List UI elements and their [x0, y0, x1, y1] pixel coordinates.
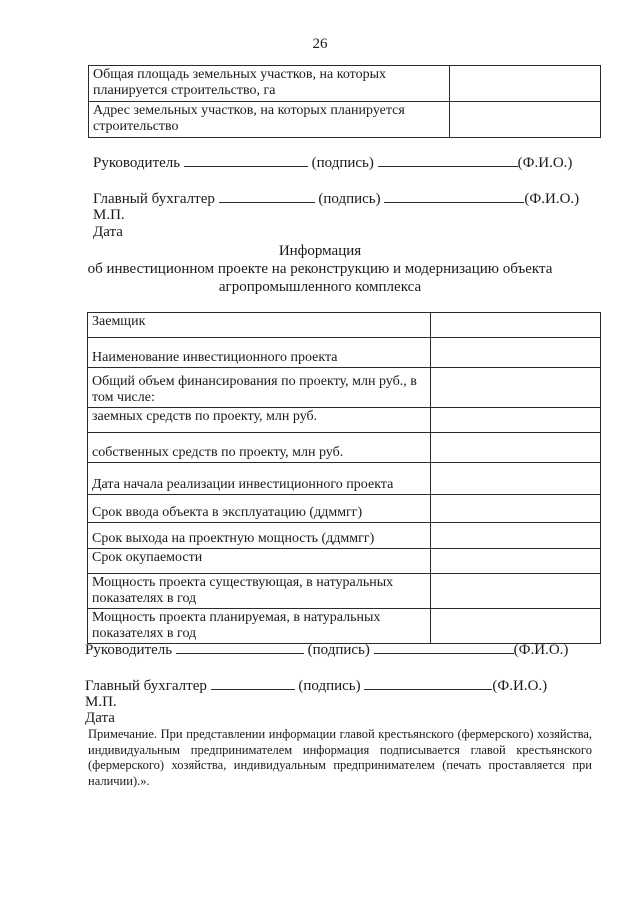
table-row: [88, 495, 601, 523]
table-row: [88, 574, 601, 609]
fio-label: (Ф.И.О.): [513, 642, 569, 658]
value-cell[interactable]: [431, 408, 601, 433]
table-row: [89, 102, 601, 138]
table-row: [88, 523, 601, 549]
table-row: [88, 609, 601, 644]
head-label: Руководитель: [85, 642, 173, 658]
row-label: Срок окупаемости: [88, 549, 431, 574]
value-cell[interactable]: [431, 574, 601, 609]
head-label: Руководитель: [93, 155, 181, 171]
value-cell[interactable]: [431, 609, 601, 644]
row-label: Дата начала реализации инвестиционного проекта: [88, 463, 431, 495]
head-signature-line: [85, 641, 568, 659]
stamp-label: М.П.: [85, 694, 117, 710]
value-cell[interactable]: [431, 463, 601, 495]
heading-line: об инвестиционном проекте на реконструкцию и модернизацию объекта: [87, 261, 553, 277]
heading-line: Информация: [278, 243, 362, 259]
page-number: 26: [312, 36, 328, 52]
value-cell[interactable]: [431, 338, 601, 368]
value-cell[interactable]: [431, 523, 601, 549]
row-label: Мощность проекта планируемая, в натуральных показателях в год: [88, 609, 431, 644]
row-label: Заемщик: [88, 313, 431, 338]
name-blank[interactable]: [364, 677, 492, 690]
row-label: Срок ввода объекта в эксплуатацию (ддммгг): [88, 495, 431, 523]
row-label: Общий объем финансирования по проекту, млн руб., в том числе:: [88, 368, 431, 408]
row-label: заемных средств по проекту, млн руб.: [88, 408, 431, 433]
row-label: Мощность проекта существующая, в натуральных показателях в год: [88, 574, 431, 609]
signature-blank[interactable]: [219, 190, 315, 203]
row-label: Общая площадь земельных участков, на которых планируется строительство, га: [89, 66, 450, 102]
table-row: [88, 313, 601, 338]
head-signature-line: [93, 154, 572, 172]
section-heading: [0, 242, 640, 296]
accountant-signature-line: [93, 190, 579, 208]
value-cell[interactable]: [431, 433, 601, 463]
land-info-table: [88, 65, 601, 138]
signature-word: (подпись): [311, 155, 374, 171]
row-label: собственных средств по проекту, млн руб.: [88, 433, 431, 463]
footnote: Примечание. При представлении информации главой крестьянского (фермерского) хозяйства, индивидуальным предпринимателем информация подписывается главой крестьянского (фермерского) хозяйства, индивидуальным предпринимателем (печать проставляется при наличии).».: [88, 727, 592, 788]
value-cell[interactable]: [450, 102, 601, 138]
accountant-label: Главный бухгалтер: [93, 191, 215, 207]
date-label: Дата: [93, 224, 123, 240]
value-cell[interactable]: [431, 368, 601, 408]
name-blank[interactable]: [374, 641, 514, 654]
table-row: [88, 338, 601, 368]
value-cell[interactable]: [431, 549, 601, 574]
signature-blank[interactable]: [176, 641, 304, 654]
table-row: [88, 408, 601, 433]
name-blank[interactable]: [378, 154, 518, 167]
name-blank[interactable]: [384, 190, 524, 203]
value-cell[interactable]: [431, 495, 601, 523]
project-info-table: [87, 312, 601, 644]
accountant-signature-line: [85, 677, 547, 695]
row-label: Наименование инвестиционного проекта: [88, 338, 431, 368]
fio-label: (Ф.И.О.): [524, 191, 580, 207]
table-row: [88, 433, 601, 463]
value-cell[interactable]: [431, 313, 601, 338]
signature-blank[interactable]: [211, 677, 295, 690]
fio-label: (Ф.И.О.): [517, 155, 573, 171]
row-label: Адрес земельных участков, на которых планируется строительство: [89, 102, 450, 138]
table-row: [88, 463, 601, 495]
signature-word: (подпись): [307, 642, 370, 658]
accountant-label: Главный бухгалтер: [85, 678, 207, 694]
value-cell[interactable]: [450, 66, 601, 102]
row-label: Срок выхода на проектную мощность (ддммгг): [88, 523, 431, 549]
signature-blank[interactable]: [184, 154, 308, 167]
date-label: Дата: [85, 710, 115, 726]
stamp-label: М.П.: [93, 207, 125, 223]
signature-word: (подпись): [298, 678, 361, 694]
fio-label: (Ф.И.О.): [492, 678, 548, 694]
table-row: [88, 549, 601, 574]
table-row: [88, 368, 601, 408]
signature-word: (подпись): [318, 191, 381, 207]
heading-line: агропромышленного комплекса: [218, 279, 422, 295]
table-row: [89, 66, 601, 102]
